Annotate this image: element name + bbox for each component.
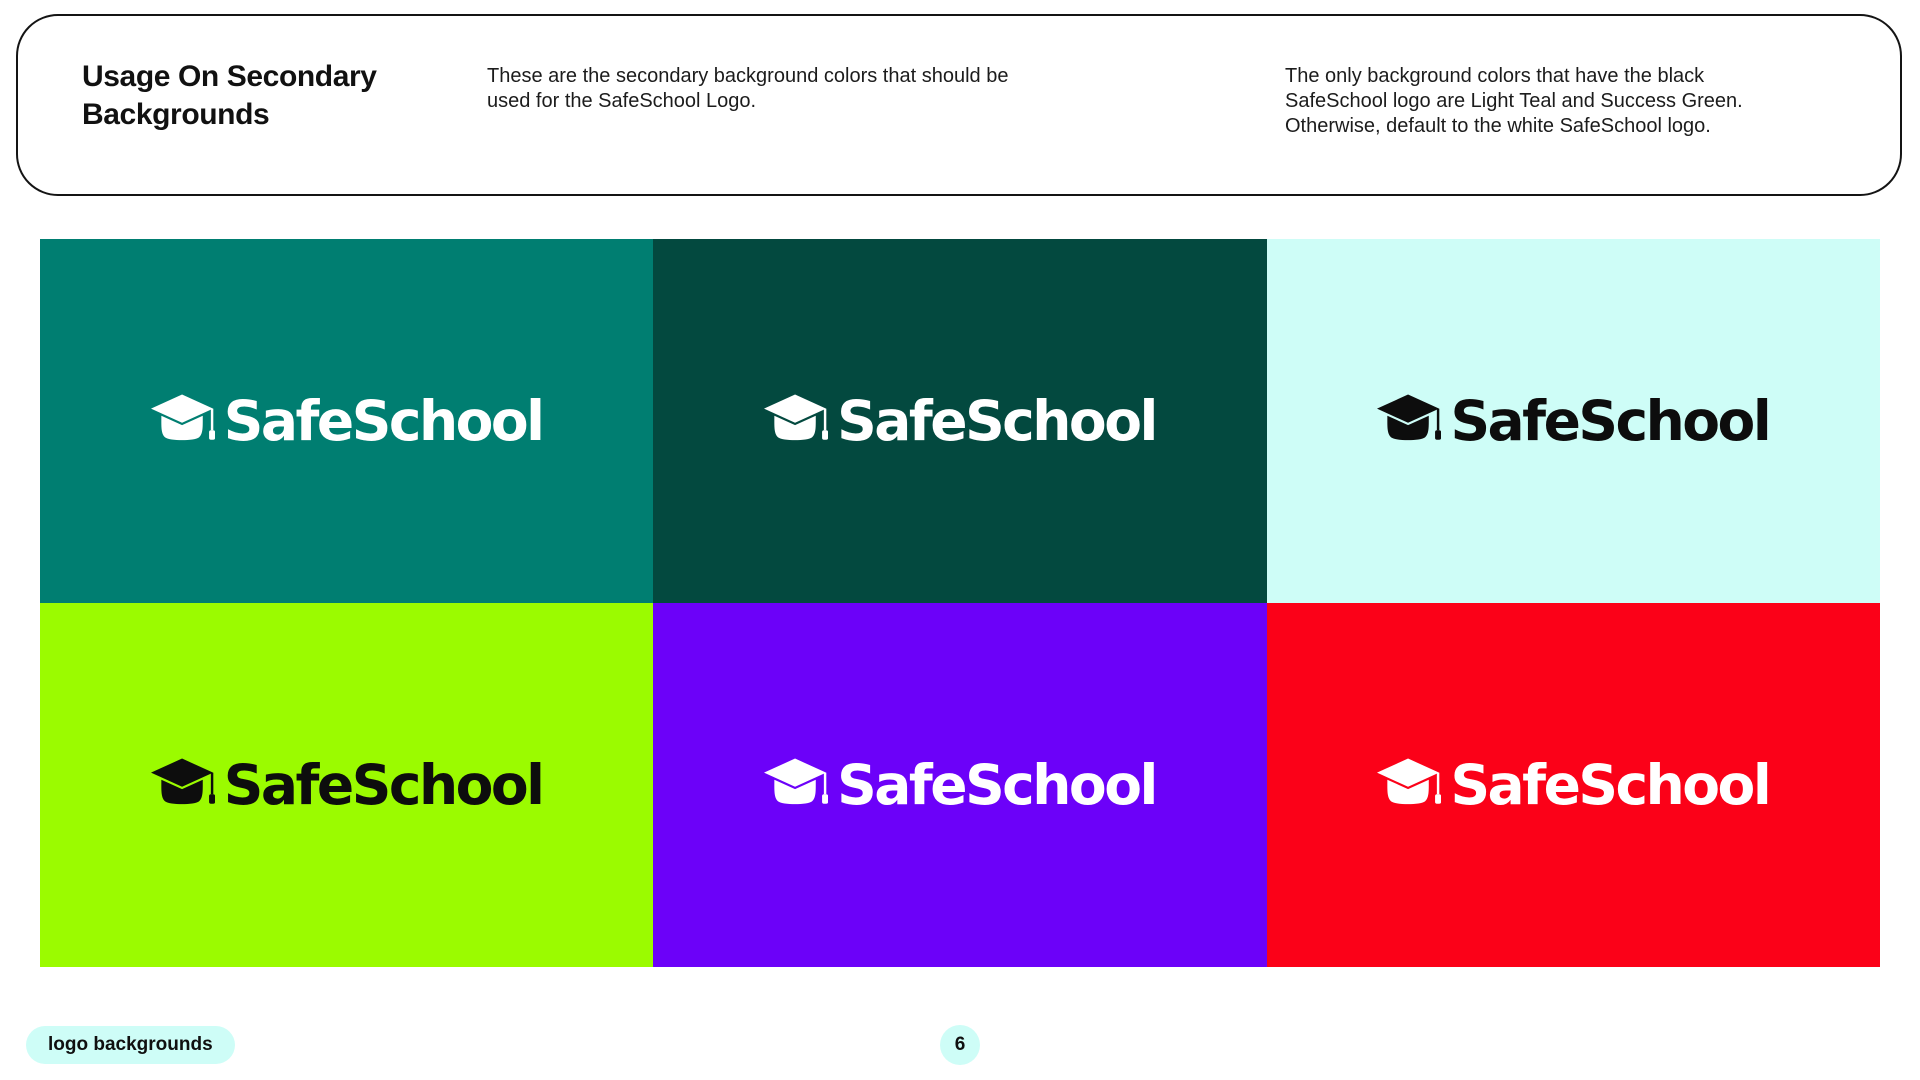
safeschool-wordmark: SafeSchool [837, 752, 1156, 817]
safeschool-logo [151, 752, 543, 817]
tile-success-green [40, 603, 653, 967]
safeschool-logo [764, 388, 1156, 453]
tile-teal [40, 239, 653, 603]
safeschool-wordmark: SafeSchool [1450, 388, 1770, 453]
safeschool-wordmark: SafeSchool [1450, 752, 1770, 817]
tile-purple [653, 603, 1266, 967]
tile-light-teal [1267, 239, 1880, 603]
graduation-cap-icon [151, 393, 215, 445]
graduation-cap-icon [1377, 393, 1441, 445]
graduation-cap-icon [1377, 757, 1441, 809]
footer-tag-badge: logo backgrounds [26, 1026, 235, 1064]
safeschool-logo [1377, 388, 1770, 453]
header-description-secondary: The only background colors that have the black SafeSchool logo are Light Teal and Success Green. Otherwise, default to the white SafeSchool logo. [1285, 65, 1743, 137]
safeschool-wordmark: SafeSchool [223, 752, 543, 817]
graduation-cap-icon [764, 393, 828, 445]
tile-red [1267, 603, 1880, 967]
page-title: Usage On Secondary Backgrounds [82, 60, 377, 131]
safeschool-logo [151, 388, 543, 453]
graduation-cap-icon [151, 757, 215, 809]
tile-dark-teal [653, 239, 1266, 603]
graduation-cap-icon [764, 757, 828, 809]
header-description-primary: These are the secondary background colors that should be used for the SafeSchool Logo. [487, 65, 1009, 112]
header-card [16, 14, 1902, 196]
safeschool-wordmark: SafeSchool [223, 388, 543, 453]
tile-grid [40, 239, 1880, 967]
safeschool-wordmark: SafeSchool [837, 388, 1156, 453]
page-number-badge: 6 [940, 1025, 980, 1065]
safeschool-logo [1377, 752, 1770, 817]
safeschool-logo [764, 752, 1156, 817]
